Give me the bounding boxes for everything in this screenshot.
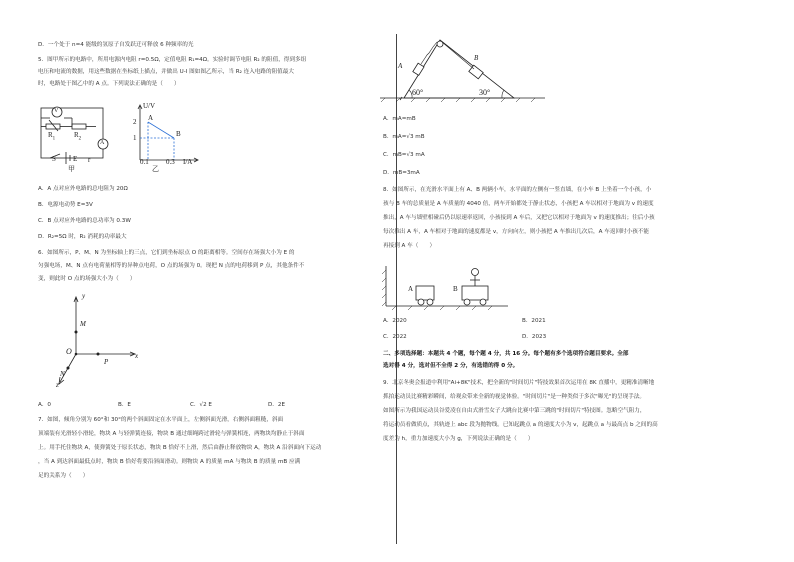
q6-option-d: D．2E <box>268 402 285 408</box>
q8-option-b: B．2021 <box>522 318 546 324</box>
i-axis-label: I/A <box>183 158 193 166</box>
q7-option-d: D．mB=3mA <box>383 170 420 176</box>
q8-line-5: 再接到 A 车（ ） <box>383 243 436 249</box>
q6-line-2: 匀强电场，M、N 点有电荷量相等的异种点电荷，O 点的场强为 0。现把 N 点的电荷移到 P 点，其他条件不 <box>38 263 305 269</box>
q7-option-a: A．mA=mB <box>383 116 416 122</box>
x-axis-label: x <box>135 352 139 360</box>
point-a-label: A <box>148 114 154 122</box>
q5-line-1: 5．图甲所示的电路中，所用电源内电阻 r=0.5Ω，定值电阻 R₁=4Ω。实验时调节电阻 R₂ 的阻值，得到多组 <box>38 57 307 63</box>
figure-yi-caption: 乙 <box>152 165 159 173</box>
q5-option-c: C．B 点对应外电路的总功率为 0.3W <box>38 218 131 224</box>
q8-line-3: 推出，A 车与墙壁相碰后仍以原速率返回，小孩接到 A 车后，又把它以相对于地面为 v 的速度推出；往后小孩 <box>383 215 655 221</box>
switch-label: S <box>52 155 56 163</box>
x-tick-03: 0.3 <box>166 158 175 166</box>
voltmeter-label: V <box>54 108 59 114</box>
coordinate-axes-diagram <box>60 294 150 390</box>
p-point-label: P <box>104 358 109 366</box>
n-point-label: N <box>60 370 65 378</box>
block-b-label: B <box>474 54 479 62</box>
q5-option-a: A．A 点对应外电路的总电阻为 20Ω <box>38 186 128 192</box>
angle-60-label: 60° <box>412 88 424 97</box>
q7-line-4: ，当 A 到达斜面最低点时，物块 B 恰好将要沿斜面滑动。则物块 A 的质量 mA 与物块 B 的质量 mB 应满 <box>38 459 301 465</box>
carts-diagram <box>382 262 512 312</box>
y-tick-2: 2 <box>133 118 137 126</box>
cart-a-label: A <box>408 285 414 293</box>
q6-option-b: B．E <box>118 402 131 408</box>
angle-30-label: 30° <box>479 88 491 97</box>
cart-b-label: B <box>453 285 458 293</box>
z-axis-label: z <box>56 381 59 389</box>
emf-label: E <box>73 155 78 163</box>
q8-option-c: C．2022 <box>383 334 407 340</box>
q8-line-2: 孩与 B 车的总质量是 A 车质量的 4040 倍，两车开始都处于静止状态，小孩把 A 车以相对于地面为 v 的速度 <box>383 201 654 207</box>
q4-option-d: D．一个处于 n=4 能级的氢原子自发跃迁可释放 6 种频率的光 <box>38 42 194 48</box>
y-axis-label: y <box>82 292 86 300</box>
q5-option-d: D．R₂=5Ω 时，R₂ 消耗的功率最大 <box>38 234 127 240</box>
q9-line-5: 度差为 h，重力加速度大小为 g，下列说法正确的是（ ） <box>383 436 534 442</box>
ammeter-label: A <box>100 140 105 146</box>
q5-option-b: B．电源电动势 E=3V <box>38 202 93 208</box>
x-tick-01: 0.1 <box>140 158 149 166</box>
section-2-header-line-1: 二、多项选择题：本题共 4 个题，每个题 4 分，共 16 分。每个题有多个选项符合题目要求。全部 <box>383 351 629 357</box>
q7-line-3: 上。用手托住物块 A，使弹簧处于原长状态，物块 B 恰好不上滑，然后由静止释放物块 A，物块 A 沿斜面向下运动 <box>38 445 322 451</box>
q6-option-c: C．√2 E <box>190 402 212 408</box>
q7-line-2: 顶端装有光滑轻小滑轮，物块 A 与轻弹簧连接，物块 B 通过细绳跨过滑轮与弹簧相连，两物块均静止于斜面 <box>38 431 305 437</box>
ui-graph <box>126 104 206 166</box>
q9-line-2: 抓拍运动员比赛精彩瞬间，给观众带来全新的视觉体验。"时间切片"是一种类似于多次"曝光"的呈现手法。 <box>383 394 646 400</box>
q5-line-3: 时，电路处于图乙中的 A 点。下列说法正确的是（ ） <box>38 81 180 87</box>
q8-option-a: A．2020 <box>383 318 407 324</box>
q9-line-3: 如图所示为我国运动员谷爱凌在自由式滑雪女子大跳台比赛中第三跳的"时间切片"特技图。忽略空气阻力， <box>383 408 646 414</box>
q8-line-4: 每次推出 A 车，A 车相对于地面的速度都是 v，方向向左，则小孩把 A 车推出几次后，A 车返回时小孩不能 <box>383 229 650 235</box>
u-axis-label: U/V <box>143 102 156 110</box>
figure-jia-caption: 甲 <box>68 165 75 173</box>
q8-option-d: D．2023 <box>522 334 547 340</box>
q6-line-1: 6．如图所示，P、M、N 为坐标轴上的三点，它们到坐标原点 O 的距离相等。空间存在场强大小为 E 的 <box>38 250 295 256</box>
q6-option-a: A．0 <box>38 402 51 408</box>
q9-line-4: 将运动员看做质点，其轨迹上 abc 段为抛物线。已知起跳点 a 的速度大小为 v，起跳点 a 与最高点 b 之间的高 <box>383 422 658 428</box>
q7-line-1: 7．如图，倾角分别为 60°和 30°的两个斜面固定在水平面上，左侧斜面光滑，右侧斜面粗糙，斜面 <box>38 417 284 423</box>
q8-line-1: 8．如图所示，在光滑水平面上有 A、B 两辆小车，水平面的左侧有一竖直墙，在小车 B 上坐着一个小孩，小 <box>383 187 652 193</box>
section-2-header-line-2: 选对得 4 分，选对但不全得 2 分，有选错的得 0 分。 <box>383 363 519 369</box>
point-b-label: B <box>176 130 181 138</box>
block-a-label: A <box>398 62 403 70</box>
origin-label: O <box>66 347 72 356</box>
r1-label: $R_1$ <box>48 131 56 142</box>
q9-line-1: 9．北京冬奥会报道中利用"Ai+8K"技术，把全新的"时间切片"特技效果首次运用在 8K 直播中，更精准清晰地 <box>383 380 655 386</box>
q7-option-b: B．mA=√3 mB <box>383 134 425 140</box>
internal-r-label: r <box>88 156 91 164</box>
y-tick-1: 1 <box>133 134 137 142</box>
r2-label: $R_2$ <box>74 131 82 142</box>
m-point-label: M <box>80 320 86 328</box>
incline-diagram <box>380 38 550 104</box>
q5-line-2: 电压和电流的数据，用这些数据在坐标纸上描点，并做出 U-I 图如图乙所示，当 R₂ 连入电路的阻值最大 <box>38 69 294 75</box>
q7-option-c: C．mB=√3 mA <box>383 152 425 158</box>
q7-line-5: 足的关系为（ ） <box>38 473 89 479</box>
q6-line-3: 变，则此时 O 点的场强大小为（ ） <box>38 276 136 282</box>
